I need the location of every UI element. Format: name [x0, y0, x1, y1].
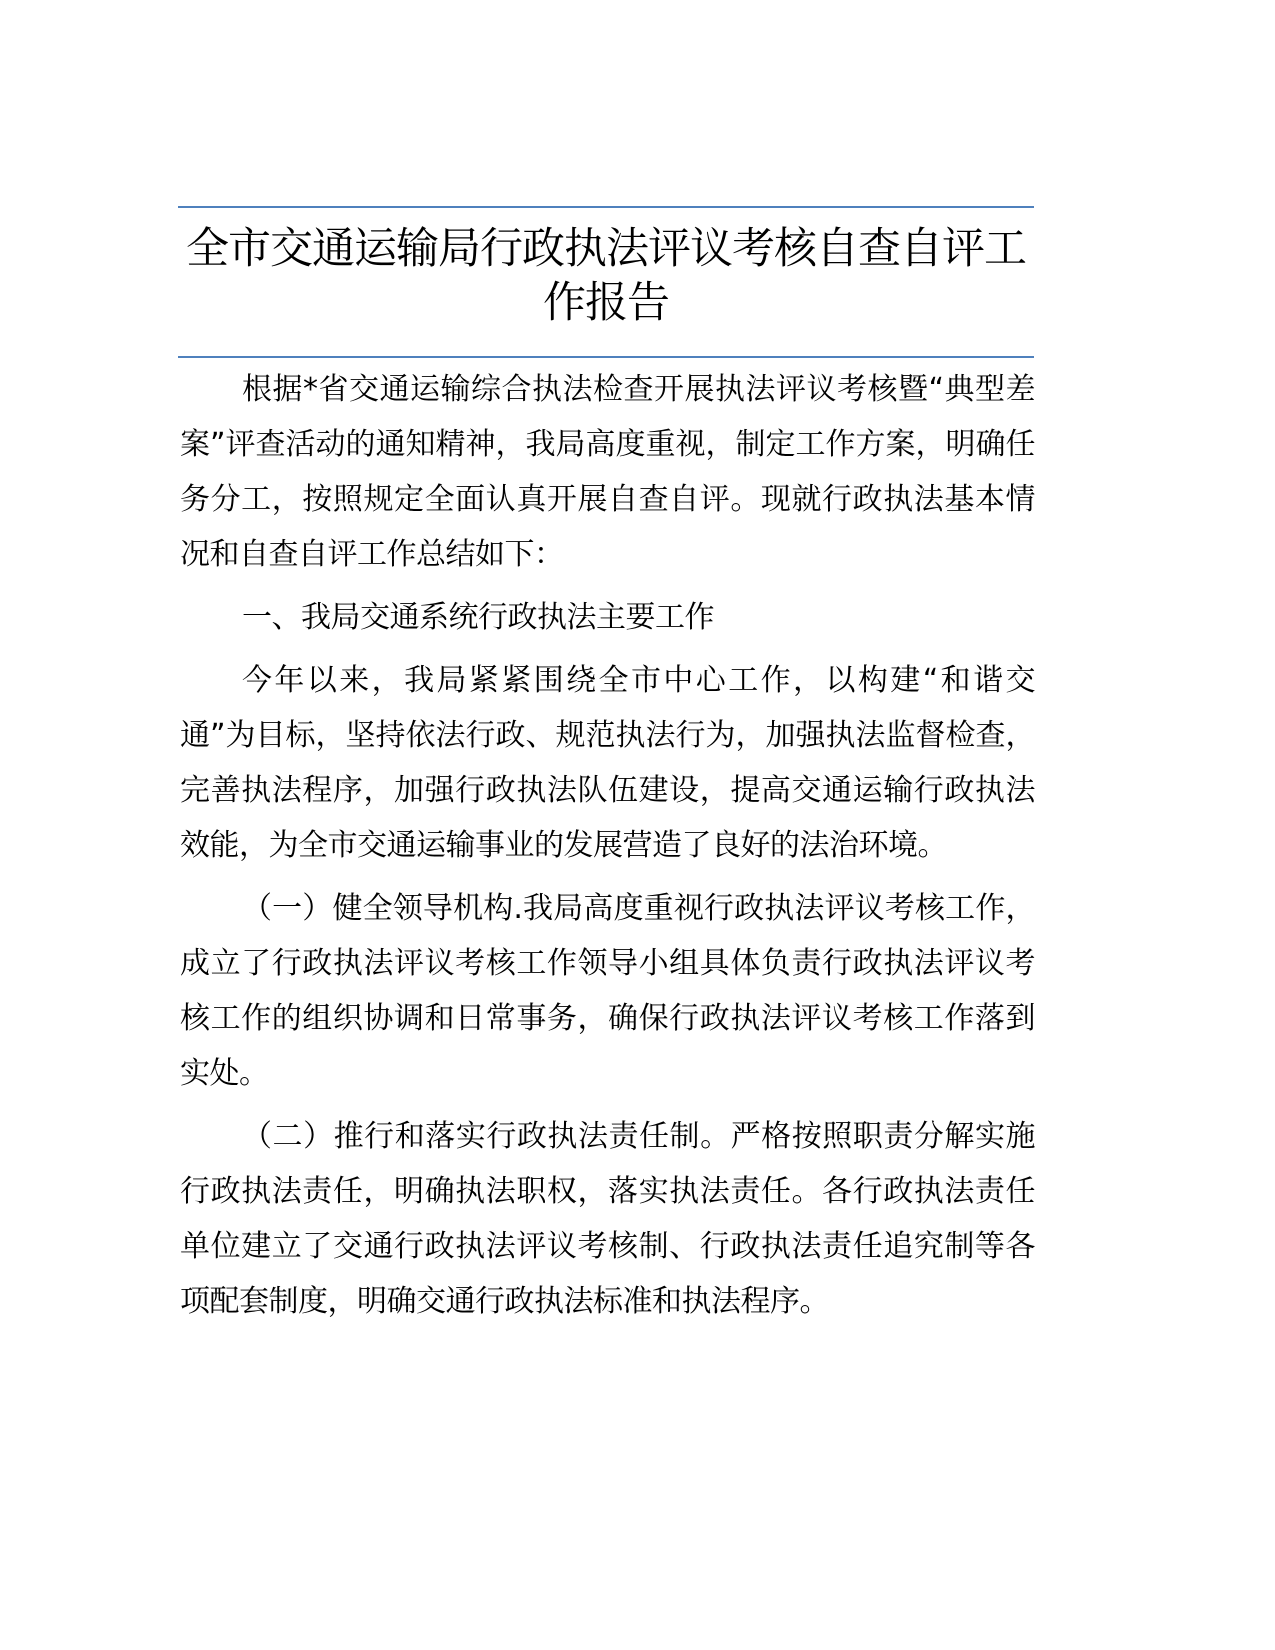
title-top-rule [178, 206, 1034, 208]
paragraph-intro: 根据*省交通运输综合执法检查开展执法评议考核暨“典型差案”评查活动的通知精神，我局高度重视，制定工作方案，明确任务分工，按照规定全面认真开展自查自评。现就行政执法基本情况和自查自评工作总结如下： [180, 372, 1035, 572]
title-bottom-rule [178, 356, 1034, 358]
section-heading-1: 一、我局交通系统行政执法主要工作 [242, 600, 714, 635]
title-line-1: 全市交通运输局行政执法评议考核自查自评工 [186, 224, 1026, 274]
title-line-2: 作报告 [543, 278, 669, 328]
paragraph-item-2: （二）推行和落实行政执法责任制。严格按照职责分解实施行政执法责任，明确执法职权，落实执法责任。各行政执法责任单位建立了交通行政执法评议考核制、行政执法责任追究制等各项配套制度，明确交通行政执法标准和执法程序。 [180, 1119, 1035, 1319]
document-title [178, 222, 1034, 330]
document-body [180, 362, 1035, 1337]
paragraph-overview: 今年以来，我局紧紧围绕全市中心工作，以构建“和谐交通”为目标，坚持依法行政、规范执法行为，加强执法监督检查，完善执法程序，加强行政执法队伍建设，提高交通运输行政执法效能，为全市交通运输事业的发展营造了良好的法治环境。 [180, 663, 1035, 863]
paragraph-item-1: （一）健全领导机构.我局高度重视行政执法评议考核工作，成立了行政执法评议考核工作领导小组具体负责行政执法评议考核工作的组织协调和日常事务，确保行政执法评议考核工作落到实处。 [180, 891, 1035, 1091]
